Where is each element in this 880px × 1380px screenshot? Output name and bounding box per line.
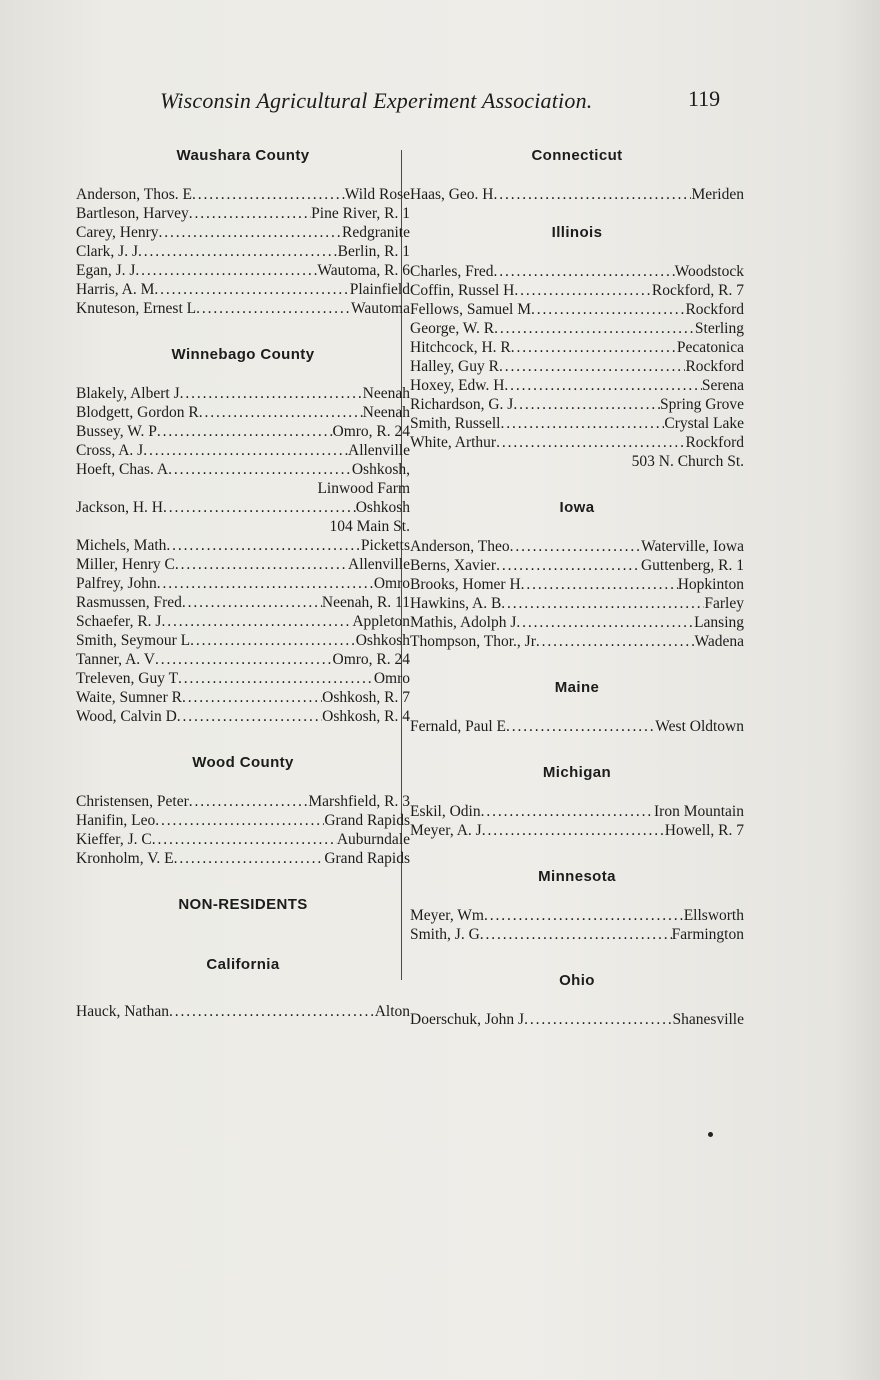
dot-leader bbox=[536, 632, 695, 651]
member-town: Rockford, R. 7 bbox=[651, 282, 744, 299]
member-name: Smith, J. G bbox=[410, 926, 480, 943]
member-entry bbox=[410, 821, 744, 840]
dot-leader bbox=[166, 536, 361, 555]
member-town: Picketts bbox=[360, 537, 410, 554]
member-name: Hitchcock, H. R bbox=[410, 339, 511, 356]
member-name: Meyer, Wm bbox=[410, 907, 484, 924]
section-heading-ohio: Ohio bbox=[559, 972, 595, 989]
member-list-illinois bbox=[410, 262, 744, 471]
dot-leader bbox=[177, 707, 322, 726]
member-entry bbox=[76, 707, 410, 726]
dot-leader bbox=[482, 821, 665, 840]
member-town: Oshkosh bbox=[355, 632, 410, 649]
member-name: Schaefer, R. J bbox=[76, 613, 162, 630]
member-entry bbox=[410, 338, 744, 357]
member-list-waushara bbox=[76, 185, 410, 318]
member-entry bbox=[410, 414, 744, 433]
member-entry bbox=[76, 631, 410, 650]
member-town: Rockford bbox=[685, 358, 744, 375]
member-name: Smith, Russell bbox=[410, 415, 501, 432]
member-name: Berns, Xavier bbox=[410, 557, 497, 574]
member-town: Omro bbox=[373, 670, 410, 687]
member-name: Rasmussen, Fred bbox=[76, 594, 182, 611]
member-name: Kieffer, J. C bbox=[76, 831, 152, 848]
member-entry bbox=[76, 242, 410, 261]
member-entry bbox=[76, 384, 410, 403]
member-name: Mathis, Adolph J bbox=[410, 614, 517, 631]
member-entry bbox=[76, 498, 410, 517]
member-name: Haas, Geo. H bbox=[410, 186, 494, 203]
member-entry bbox=[76, 593, 410, 612]
member-entry bbox=[410, 433, 744, 452]
member-town: Howell, R. 7 bbox=[664, 822, 744, 839]
member-name: White, Arthur bbox=[410, 434, 497, 451]
member-entry bbox=[410, 717, 744, 736]
member-entry bbox=[76, 223, 410, 242]
member-address-continuation: Linwood Farm bbox=[317, 480, 410, 497]
member-entry bbox=[76, 204, 410, 223]
member-list-ohio bbox=[410, 1010, 744, 1029]
dot-leader bbox=[182, 688, 322, 707]
member-list-minnesota bbox=[410, 906, 744, 944]
member-name: Blodgett, Gordon R bbox=[76, 404, 199, 421]
section-heading-wood: Wood County bbox=[192, 754, 294, 771]
member-name: Palfrey, John bbox=[76, 575, 157, 592]
dot-leader bbox=[514, 281, 652, 300]
dot-leader bbox=[504, 376, 701, 395]
member-town: Auburndale bbox=[336, 831, 410, 848]
section-heading-connecticut: Connecticut bbox=[531, 147, 623, 164]
dot-leader bbox=[155, 650, 333, 669]
left-column bbox=[76, 145, 410, 1021]
member-town: Neenah bbox=[362, 404, 410, 421]
member-entry bbox=[76, 830, 410, 849]
dot-leader bbox=[180, 384, 363, 403]
member-entry bbox=[76, 849, 410, 868]
member-town: Sterling bbox=[694, 320, 744, 337]
member-name: Harris, A. M bbox=[76, 281, 155, 298]
dot-leader bbox=[513, 395, 660, 414]
member-name: Blakely, Albert J bbox=[76, 385, 180, 402]
dot-leader bbox=[157, 574, 374, 593]
member-entry bbox=[410, 395, 744, 414]
member-town: Oshkosh, bbox=[351, 461, 410, 478]
dot-leader bbox=[189, 204, 311, 223]
member-name: Tanner, A. V bbox=[76, 651, 155, 668]
member-town: Neenah bbox=[362, 385, 410, 402]
member-entry bbox=[76, 612, 410, 631]
member-entry bbox=[410, 802, 744, 821]
member-town: Allenville bbox=[348, 556, 410, 573]
member-entry bbox=[76, 261, 410, 280]
member-name: Bartleson, Harvey bbox=[76, 205, 189, 222]
member-entry bbox=[410, 281, 744, 300]
member-name: Kronholm, V. E bbox=[76, 850, 174, 867]
member-name: Anderson, Thos. E bbox=[76, 186, 192, 203]
member-town: Omro, R. 24 bbox=[332, 651, 410, 668]
member-town: Waterville, Iowa bbox=[641, 538, 744, 555]
section-heading-california: California bbox=[206, 956, 280, 973]
member-entry bbox=[76, 280, 410, 299]
dot-leader bbox=[531, 300, 685, 319]
member-entry bbox=[410, 906, 744, 925]
member-town: Woodstock bbox=[674, 263, 744, 280]
member-town: Omro, R. 24 bbox=[332, 423, 410, 440]
member-town: Farmington bbox=[671, 926, 744, 943]
member-town: Crystal Lake bbox=[664, 415, 744, 432]
member-town: Marshfield, R. 3 bbox=[308, 793, 410, 810]
member-town: Berlin, R. 1 bbox=[337, 243, 410, 260]
member-list-wood bbox=[76, 792, 410, 868]
member-name: Hauck, Nathan bbox=[76, 1003, 169, 1020]
dot-leader bbox=[138, 242, 338, 261]
member-entry bbox=[410, 925, 744, 944]
member-entry bbox=[76, 441, 410, 460]
member-entry bbox=[76, 185, 410, 204]
member-name: Bussey, W. P bbox=[76, 423, 157, 440]
member-town: Pine River, R. 1 bbox=[311, 205, 410, 222]
member-town: Rockford bbox=[685, 301, 744, 318]
member-name: Christensen, Peter bbox=[76, 793, 189, 810]
dot-leader bbox=[143, 441, 348, 460]
member-town: West Oldtown bbox=[655, 718, 744, 735]
member-entry bbox=[76, 811, 410, 830]
member-town: Grand Rapids bbox=[324, 812, 410, 829]
member-entry bbox=[410, 319, 744, 338]
member-entry bbox=[410, 185, 744, 204]
member-entry bbox=[410, 632, 744, 651]
member-name: Halley, Guy R bbox=[410, 358, 499, 375]
member-name: Brooks, Homer H bbox=[410, 576, 521, 593]
dot-leader bbox=[152, 830, 337, 849]
section-heading-iowa: Iowa bbox=[559, 499, 595, 516]
member-town: Wild Rose bbox=[344, 186, 410, 203]
section-heading-michigan: Michigan bbox=[542, 764, 612, 781]
member-town: Pecatonica bbox=[676, 339, 744, 356]
dot-leader bbox=[189, 792, 309, 811]
member-town: Meriden bbox=[691, 186, 744, 203]
member-name: Wood, Calvin D bbox=[76, 708, 177, 725]
dot-leader bbox=[496, 433, 685, 452]
dot-leader bbox=[516, 613, 694, 632]
member-entry bbox=[410, 613, 744, 632]
member-name: Waite, Sumner R bbox=[76, 689, 182, 706]
member-entry bbox=[410, 300, 744, 319]
dot-leader bbox=[500, 414, 664, 433]
dot-leader bbox=[190, 631, 356, 650]
member-entry bbox=[76, 574, 410, 593]
member-name: Richardson, G. J bbox=[410, 396, 514, 413]
section-heading-illinois: Illinois bbox=[551, 224, 603, 241]
dot-leader bbox=[484, 906, 684, 925]
member-entry bbox=[410, 556, 744, 575]
member-town: Ellsworth bbox=[683, 907, 744, 924]
dot-leader bbox=[494, 319, 695, 338]
dot-leader bbox=[155, 811, 324, 830]
member-entry bbox=[410, 262, 744, 281]
member-entry bbox=[76, 650, 410, 669]
member-town: Neenah, R. 11 bbox=[321, 594, 410, 611]
member-town: Grand Rapids bbox=[324, 850, 410, 867]
dot-leader bbox=[135, 261, 317, 280]
member-name: Knuteson, Ernest L bbox=[76, 300, 197, 317]
member-town: Allenville bbox=[348, 442, 410, 459]
member-name: Thompson, Thor., Jr bbox=[410, 633, 536, 650]
dot-leader bbox=[154, 280, 349, 299]
dot-leader bbox=[501, 594, 704, 613]
member-entry bbox=[410, 1010, 744, 1029]
member-name: George, W. R bbox=[410, 320, 495, 337]
member-entry bbox=[410, 537, 744, 556]
member-name: Hoxey, Edw. H bbox=[410, 377, 505, 394]
dot-leader bbox=[159, 223, 342, 242]
member-name: Anderson, Theo bbox=[410, 538, 510, 555]
member-town: Hopkinton bbox=[677, 576, 744, 593]
dot-leader bbox=[480, 925, 672, 944]
section-heading-winnebago: Winnebago County bbox=[171, 346, 315, 363]
member-name: Carey, Henry bbox=[76, 224, 159, 241]
section-heading-maine: Maine bbox=[554, 679, 600, 696]
member-name: Smith, Seymour L bbox=[76, 632, 191, 649]
dot-leader bbox=[494, 262, 675, 281]
member-entry bbox=[76, 669, 410, 688]
member-name: Charles, Fred bbox=[410, 263, 494, 280]
dot-leader bbox=[524, 1010, 672, 1029]
dot-leader bbox=[163, 498, 356, 517]
non-residents-heading: NON-RESIDENTS bbox=[178, 896, 308, 913]
dot-leader bbox=[199, 403, 363, 422]
member-entry bbox=[76, 792, 410, 811]
member-entry bbox=[76, 422, 410, 441]
dot-leader bbox=[499, 357, 685, 376]
member-town: Spring Grove bbox=[660, 396, 744, 413]
member-entry bbox=[76, 299, 410, 318]
member-town: Oshkosh, R. 7 bbox=[322, 689, 410, 706]
dot-leader bbox=[157, 422, 333, 441]
dot-leader bbox=[511, 338, 677, 357]
dot-leader bbox=[161, 612, 352, 631]
member-name: Clark, J. J bbox=[76, 243, 138, 260]
member-town: Serena bbox=[701, 377, 744, 394]
member-name: Hanifin, Leo bbox=[76, 812, 156, 829]
right-column bbox=[410, 145, 744, 1029]
member-name: Coffin, Russel H bbox=[410, 282, 515, 299]
dot-leader bbox=[521, 575, 678, 594]
member-name: Fellows, Samuel M bbox=[410, 301, 531, 318]
member-town: Wautoma, R. 6 bbox=[317, 262, 410, 279]
member-list-california bbox=[76, 1002, 410, 1021]
member-address-continuation: 503 N. Church St. bbox=[631, 453, 744, 470]
member-name: Doerschuk, John J bbox=[410, 1011, 525, 1028]
member-town: Guttenberg, R. 1 bbox=[640, 557, 744, 574]
member-entry bbox=[410, 376, 744, 395]
member-entry bbox=[76, 460, 410, 479]
member-town: Plainfield bbox=[349, 281, 410, 298]
member-name: Hawkins, A. B bbox=[410, 595, 502, 612]
member-name: Eskil, Odin bbox=[410, 803, 481, 820]
member-list-winnebago bbox=[76, 384, 410, 726]
member-name: Michels, Math bbox=[76, 537, 167, 554]
member-name: Hoeft, Chas. A bbox=[76, 461, 169, 478]
member-name: Miller, Henry C bbox=[76, 556, 175, 573]
member-name: Egan, J. J bbox=[76, 262, 136, 279]
dot-leader bbox=[506, 717, 655, 736]
running-head: Wisconsin Agricultural Experiment Association. bbox=[160, 88, 593, 113]
member-name: Cross, A. J bbox=[76, 442, 144, 459]
dot-leader bbox=[494, 185, 692, 204]
ink-speck bbox=[708, 1132, 713, 1137]
section-heading-minnesota: Minnesota bbox=[538, 868, 616, 885]
member-town: Iron Mountain bbox=[654, 803, 744, 820]
member-town: Wadena bbox=[694, 633, 744, 650]
member-name: Jackson, H. H bbox=[76, 499, 163, 516]
member-address-continuation: 104 Main St. bbox=[329, 518, 410, 535]
page-number: 119 bbox=[688, 86, 721, 111]
member-name: Meyer, A. J bbox=[410, 822, 482, 839]
dot-leader bbox=[178, 669, 374, 688]
dot-leader bbox=[510, 537, 642, 556]
member-town: Redgranite bbox=[341, 224, 410, 241]
member-town: Lansing bbox=[694, 614, 744, 631]
member-town: Omro bbox=[373, 575, 410, 592]
member-list-iowa bbox=[410, 537, 744, 651]
dot-leader bbox=[496, 556, 641, 575]
member-list-connecticut bbox=[410, 185, 744, 204]
member-name: Fernald, Paul E bbox=[410, 718, 506, 735]
member-list-maine bbox=[410, 717, 744, 736]
dot-leader bbox=[196, 299, 351, 318]
dot-leader bbox=[192, 185, 345, 204]
dot-leader bbox=[168, 460, 352, 479]
member-town: Appleton bbox=[352, 613, 410, 630]
member-town: Oshkosh bbox=[355, 499, 410, 516]
member-entry bbox=[76, 688, 410, 707]
member-entry bbox=[76, 403, 410, 422]
dot-leader bbox=[481, 802, 654, 821]
member-town: Farley bbox=[704, 595, 744, 612]
member-name: Treleven, Guy T bbox=[76, 670, 179, 687]
member-town: Oshkosh, R. 4 bbox=[322, 708, 410, 725]
member-entry bbox=[76, 536, 410, 555]
member-entry bbox=[76, 1002, 410, 1021]
member-town: Rockford bbox=[685, 434, 744, 451]
section-heading-waushara: Waushara County bbox=[176, 147, 310, 164]
member-entry bbox=[76, 555, 410, 574]
member-entry bbox=[410, 357, 744, 376]
member-list-michigan bbox=[410, 802, 744, 840]
member-town: Shanesville bbox=[672, 1011, 744, 1028]
member-town: Alton bbox=[374, 1003, 410, 1020]
member-entry bbox=[410, 594, 744, 613]
dot-leader bbox=[174, 849, 325, 868]
dot-leader bbox=[169, 1002, 375, 1021]
dot-leader bbox=[182, 593, 322, 612]
member-entry bbox=[410, 575, 744, 594]
member-town: Wautoma bbox=[350, 300, 410, 317]
dot-leader bbox=[175, 555, 348, 574]
